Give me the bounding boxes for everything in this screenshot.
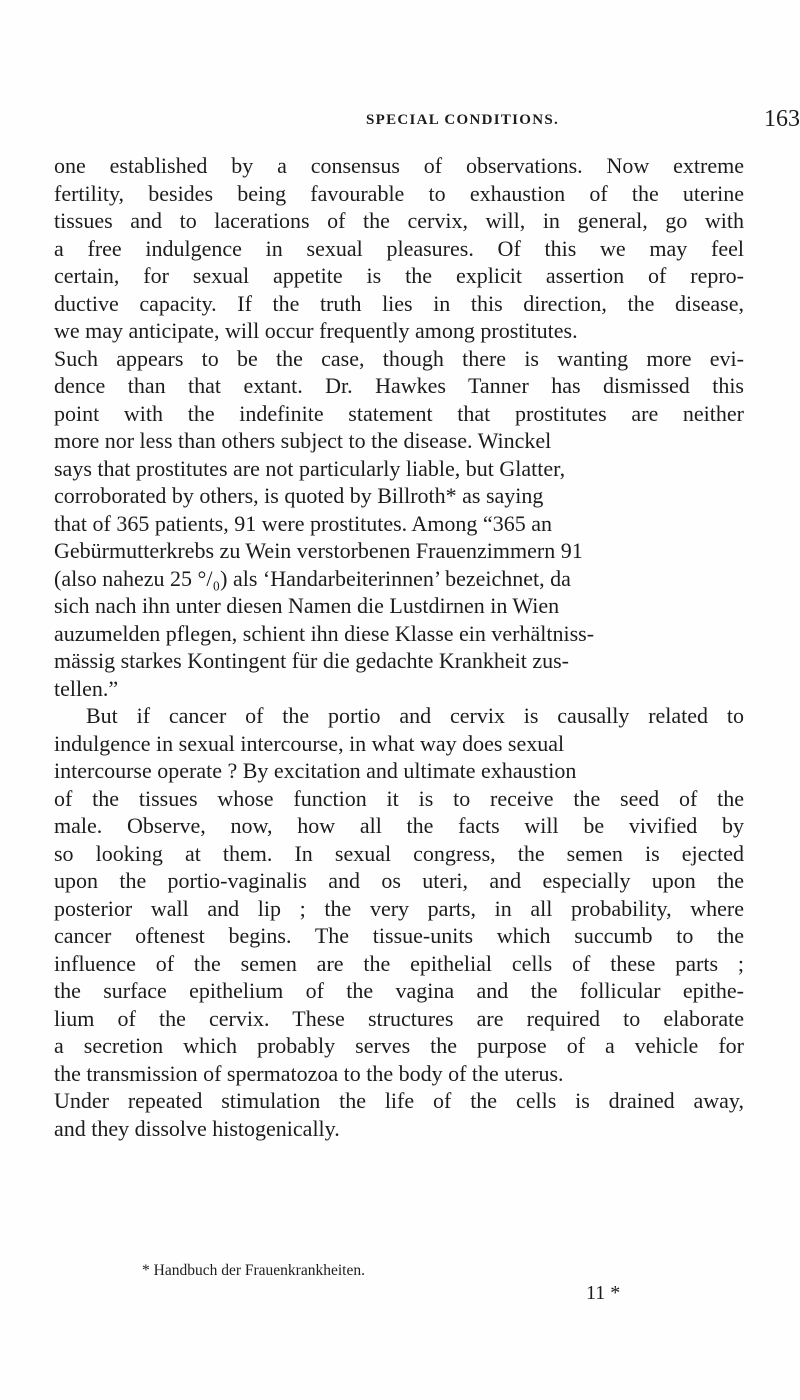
signature-mark: 11 *: [586, 1282, 621, 1304]
text-line: the transmission of spermatozoa to the body of the uterus.: [54, 1060, 564, 1086]
text-line: so looking at them. In sexual congress, the semen is ejected: [54, 840, 744, 866]
text-line: (also nahezu 25 °/₀) als ‘Handarbeiterinnen’ bezeichnet, da: [54, 565, 571, 591]
text-line: cancer oftenest begins. The tissue-units which succumb to the: [54, 923, 744, 948]
text-line: tissues and to lacerations of the cervix, will, in general, go with: [54, 208, 744, 233]
text-line: the surface epithelium of the vagina and the follicular epithe-: [54, 978, 744, 1003]
text-line: more nor less than others subject to the disease. Winckel: [54, 428, 552, 453]
text-line: point with the indefinite statement that prostitutes are neither: [54, 400, 744, 426]
text-line: But if cancer of the portio and cervix is causally related to: [86, 703, 744, 728]
text-line: we may anticipate, will occur frequently among prostitutes.: [54, 318, 578, 343]
text-line: that of 365 patients, 91 were prostitutes. Among “365 an: [54, 510, 552, 536]
text-line: indulgence in sexual intercourse, in what way does sexual: [54, 730, 565, 756]
text-line: a secretion which probably serves the purpose of a vehicle for: [54, 1033, 744, 1058]
text-line: tellen.”: [54, 675, 119, 701]
text-line: auzumelden pflegen, schient ihn diese Klasse ein verhältniss-: [54, 620, 595, 646]
running-head: SPECIAL CONDITIONS.: [366, 112, 560, 128]
text-line: of the tissues whose function it is to receive the seed of the: [54, 785, 744, 811]
text-line: a free indulgence in sexual pleasures. Of this we may feel: [54, 235, 744, 261]
text-line: corroborated by others, is quoted by Billroth* as saying: [54, 483, 544, 508]
text-line: and they dissolve histogenically.: [54, 1115, 340, 1141]
text-line: mässig starkes Kontingent für die gedachte Krankheit zus-: [54, 648, 570, 673]
text-line: Under repeated stimulation the life of the cells is drained away,: [54, 1088, 744, 1113]
text-line: Gebürmutterkrebs zu Wein verstorbenen Frauenzimmern 91: [54, 538, 583, 563]
text-line: dence than that extant. Dr. Hawkes Tanner has dismissed this: [54, 373, 744, 398]
text-line: certain, for sexual appetite is the explicit assertion of repro-: [54, 263, 744, 288]
text-line: lium of the cervix. These structures are required to elaborate: [54, 1005, 744, 1031]
text-line: one established by a consensus of observations. Now extreme: [54, 153, 744, 178]
text-line: posterior wall and lip ; the very parts, in all probability, where: [54, 895, 744, 921]
text-line: ductive capacity. If the truth lies in this direction, the disease,: [54, 290, 744, 316]
page-header: [0, 108, 800, 138]
footnote: * Handbuch der Frauenkrankheiten.: [142, 1262, 365, 1279]
page-number: 163: [764, 106, 800, 132]
text-line: male. Observe, now, how all the facts will be vivified by: [54, 813, 744, 838]
text-line: Such appears to be the case, though there is wanting more evi-: [54, 345, 744, 371]
text-line: says that prostitutes are not particularly liable, but Glatter,: [54, 455, 566, 481]
text-line: upon the portio-vaginalis and os uteri, and especially upon the: [54, 868, 744, 893]
text-line: influence of the semen are the epithelial cells of these parts ;: [54, 950, 744, 976]
text-line: sich nach ihn unter diesen Namen die Lustdirnen in Wien: [54, 593, 560, 618]
text-line: intercourse operate ? By excitation and ultimate exhaustion: [54, 758, 577, 783]
body-text: [54, 152, 798, 1142]
text-line: fertility, besides being favourable to exhaustion of the uterine: [54, 180, 744, 206]
